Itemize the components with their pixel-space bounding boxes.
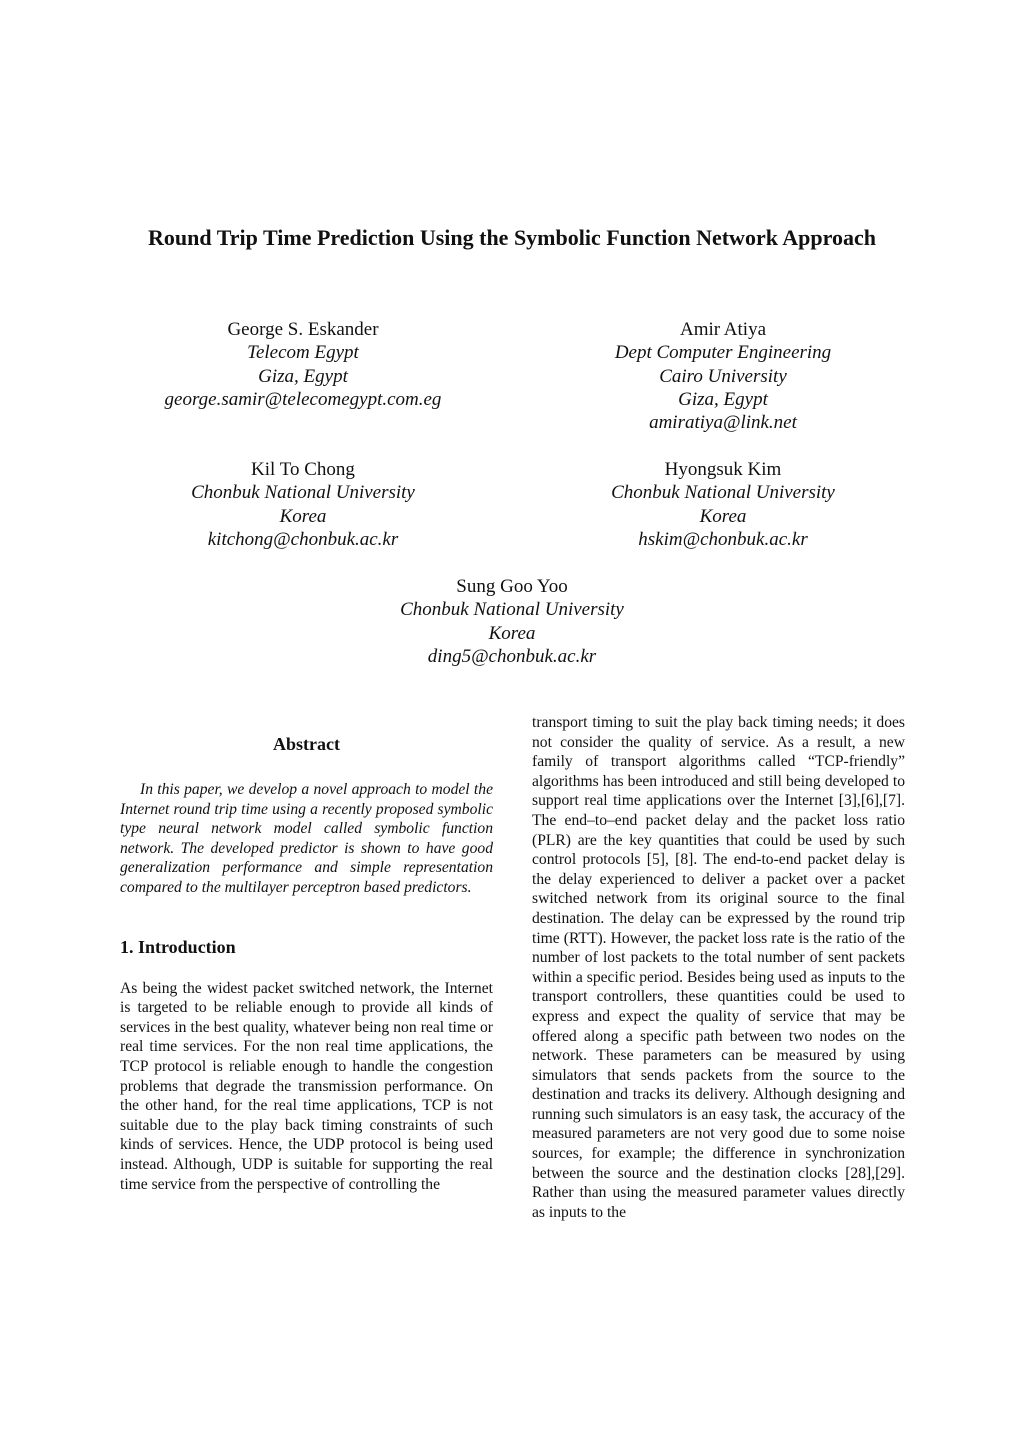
author-email: kitchong@chonbuk.ac.kr — [207, 528, 399, 550]
author-email: ding5@chonbuk.ac.kr — [427, 645, 597, 667]
author-name: Amir Atiya — [679, 319, 767, 340]
author-affiliation: Telecom Egypt — [247, 342, 359, 364]
author-email: hskim@chonbuk.ac.kr — [638, 528, 808, 550]
right-column — [532, 713, 905, 1222]
author-block-yoo — [322, 575, 702, 668]
author-affiliation: Chonbuk National University — [611, 482, 835, 504]
author-name: Hyongsuk Kim — [664, 459, 782, 480]
author-email: amiratiya@link.net — [649, 412, 797, 434]
introduction-heading: 1. Introduction — [120, 936, 236, 957]
abstract-text: In this paper, we develop a novel approach to model the Internet round trip time using a recently proposed symbolic type neural network model called symbolic function network. The developed predictor is shown to have good generalization performance and simple representation compared to the multilayer perceptron based predictors. — [120, 781, 493, 896]
author-name: Sung Goo Yoo — [456, 576, 568, 597]
author-location: Giza, Egypt — [258, 365, 348, 387]
author-location: Giza, Egypt — [678, 388, 768, 410]
author-location: Korea — [488, 622, 536, 644]
author-department: Dept Computer Engineering — [614, 342, 832, 364]
author-block-eskander — [113, 318, 493, 411]
author-location: Korea — [279, 505, 327, 527]
abstract-heading: Abstract — [273, 734, 340, 754]
introduction-paragraph-left: As being the widest packet switched network, the Internet is targeted to be reliable enough to provide all kinds of services in the best quality, whatever being non real time or real time services. For the non real time applications, the TCP protocol is reliable enough to handle the congestion problems that degrade the transmission performance. On the other hand, for the real time applications, TCP is not suitable due to the play back timing constraints of such kinds of services. Hence, the UDP protocol is being used instead. Although, UDP is suitable for supporting the real time service from the perspective of controlling the — [120, 979, 493, 1193]
author-email: george.samir@telecomegypt.com.eg — [164, 388, 442, 410]
author-block-atiya — [533, 318, 913, 434]
author-block-chong — [113, 458, 493, 551]
author-name: Kil To Chong — [251, 459, 355, 480]
author-location: Korea — [699, 505, 747, 527]
author-name: George S. Eskander — [227, 319, 379, 340]
paper-title: Round Trip Time Prediction Using the Symbolic Function Network Approach — [148, 225, 876, 250]
author-affiliation: Chonbuk National University — [400, 599, 624, 621]
left-column — [120, 732, 493, 1194]
author-affiliation: Chonbuk National University — [191, 482, 415, 504]
author-affiliation: Cairo University — [659, 365, 787, 387]
introduction-paragraph-right: transport timing to suit the play back timing needs; it does not consider the quality of service. As a result, a new family of transport algorithms called “TCP-friendly” algorithms has been introduced and still being developed to support real time applications over the Internet [3],[6],[7]. The end–to–end packet delay and the packet loss ratio (PLR) are the key quantities that could be used by such control protocols [5], [8]. The end-to-end packet delay is the delay experienced to deliver a packet over a packet switched network from its original source to the final destination. The delay can be expressed by the round trip time (RTT). However, the packet loss rate is the ratio of the number of lost packets to the total number of sent packets within a specific period. Besides being used as inputs to the transport controllers, these quantities could be used to express and expect the quality of service that may be offered along a specific path between two nodes on the network. These parameters can be measured by using simulators that sends packets from the source to the destination and tracks its delivery. Although designing and running such simulators is an easy task, the accuracy of the measured parameters are not very good due to some noise sources, for example; the difference in synchronization between the source and the destination clocks [28],[29]. Rather than using the measured parameter values directly as inputs to the — [532, 714, 905, 1221]
author-block-kim — [533, 458, 913, 551]
